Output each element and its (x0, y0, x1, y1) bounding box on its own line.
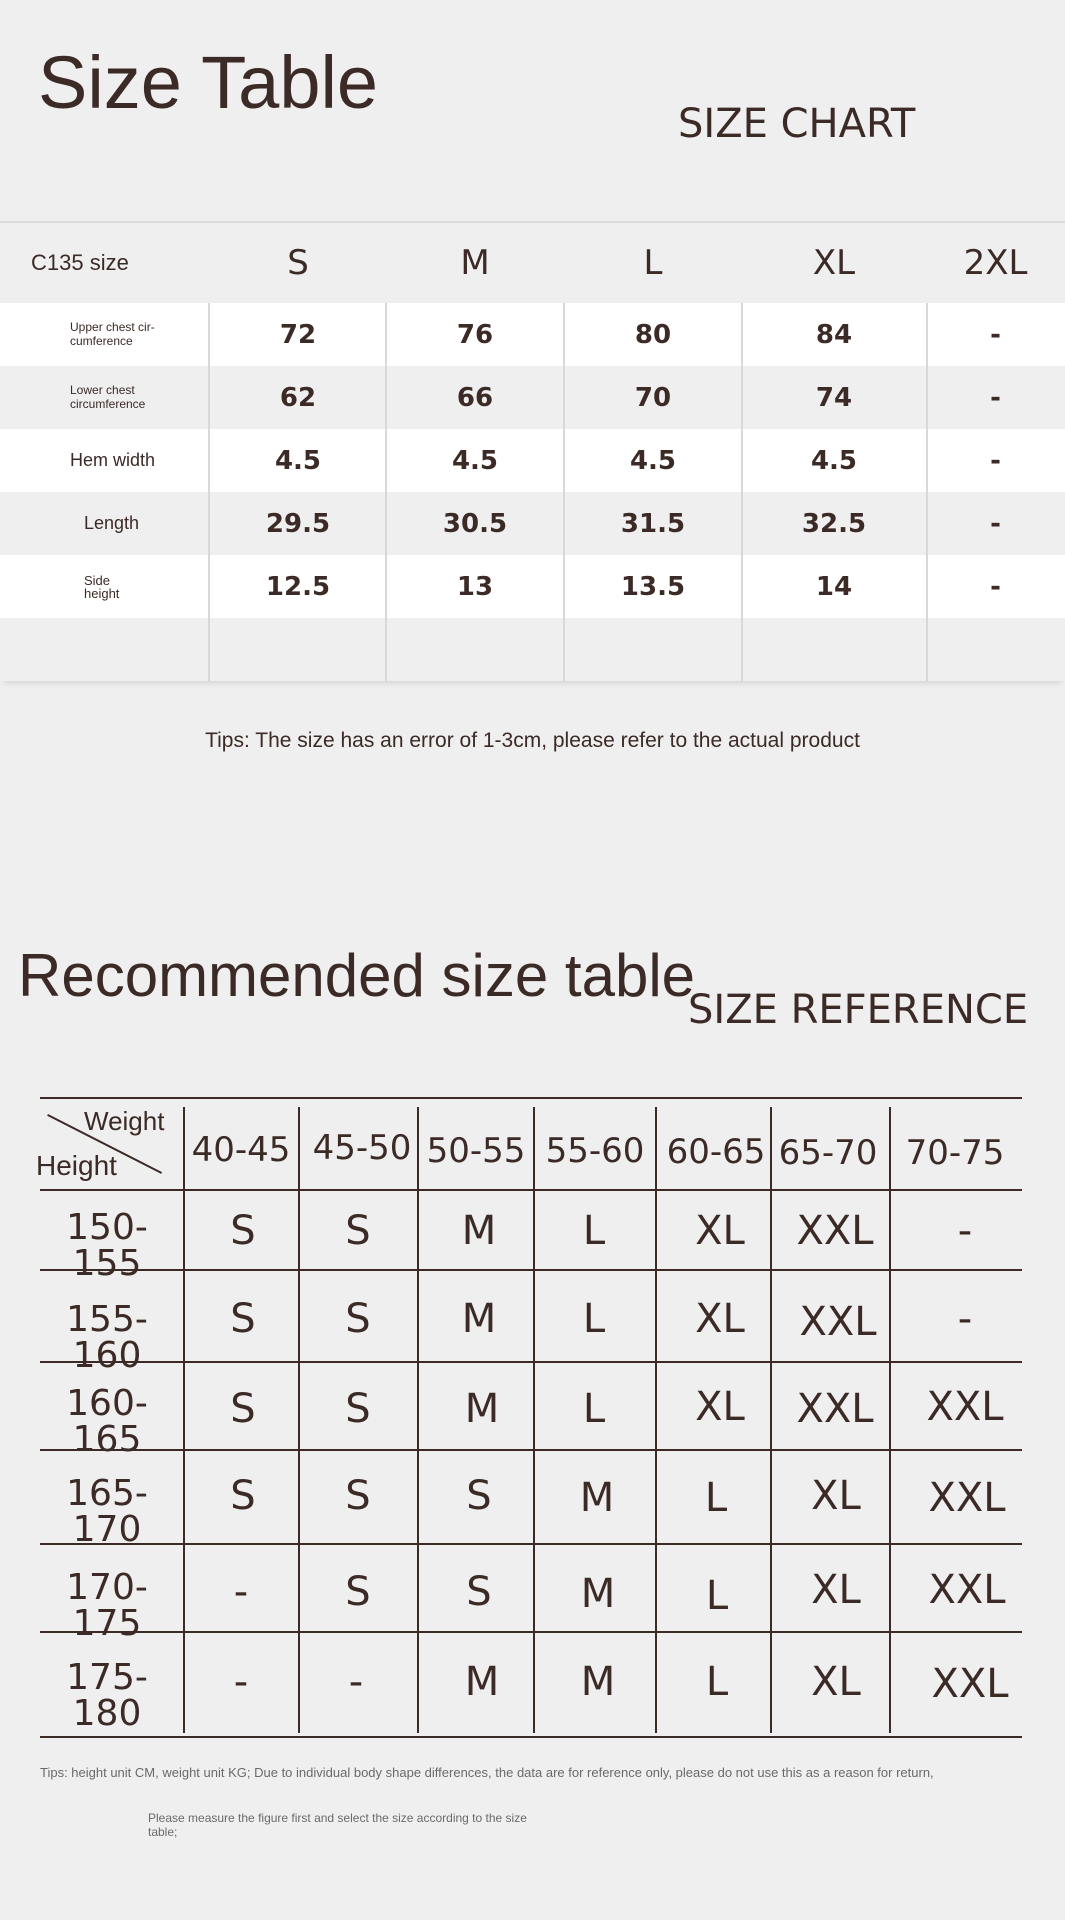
size-chart-corner-label: C135 size (31, 250, 129, 275)
size-cell: XXL (931, 1661, 1009, 1707)
size-cell: M (580, 1571, 616, 1617)
measurement-value: 74 (815, 382, 853, 413)
size-cell: - (957, 1296, 973, 1342)
height-range-label: 160-165 (66, 1383, 148, 1460)
column-divider (208, 303, 210, 681)
size-cell: XXL (926, 1384, 1004, 1430)
weight-header: 70-75 (905, 1133, 1005, 1173)
column-divider (417, 1107, 419, 1733)
size-cell: - (233, 1569, 249, 1615)
measurement-value: 72 (279, 319, 317, 350)
size-cell: S (466, 1569, 492, 1615)
size-cell: XXL (799, 1299, 877, 1345)
size-chart-row (0, 429, 1065, 492)
size-cell: S (230, 1296, 256, 1342)
size-cell: S (466, 1473, 492, 1519)
size-cell: XL (695, 1384, 745, 1430)
size-cell: XXL (928, 1475, 1006, 1521)
size-header: XL (812, 243, 856, 283)
size-cell: L (705, 1659, 729, 1705)
measurement-label: Length (84, 513, 140, 534)
size-cell: XXL (796, 1386, 874, 1432)
size-chart-tips: Tips: The size has an error of 1-3cm, please refer to the actual product (205, 729, 860, 752)
measurement-value: 4.5 (451, 445, 499, 476)
size-cell: XL (695, 1296, 745, 1342)
height-range-label: 155-160 (66, 1299, 148, 1376)
size-cell: L (705, 1573, 729, 1619)
row-divider (40, 1361, 1022, 1363)
row-divider (40, 1631, 1022, 1633)
size-cell: S (230, 1208, 256, 1254)
column-divider (563, 303, 565, 681)
size-cell: S (345, 1569, 371, 1615)
column-divider (183, 1107, 185, 1733)
column-divider (741, 303, 743, 681)
height-range-label: 165-170 (66, 1473, 148, 1550)
measurement-value: 70 (634, 382, 672, 413)
weight-header: 60-65 (666, 1132, 766, 1172)
measurement-value: 84 (815, 319, 853, 350)
size-cell: S (345, 1386, 371, 1432)
size-chart-row (0, 492, 1065, 555)
table-bottom-border (40, 1736, 1022, 1738)
size-cell: XL (811, 1473, 861, 1519)
recommended-size-title: Recommended size table (18, 942, 696, 1009)
size-cell: M (579, 1475, 615, 1521)
weight-header: 45-50 (312, 1128, 412, 1168)
measurement-label: Lower chest circumference (70, 382, 146, 411)
measurement-value: - (990, 571, 1001, 602)
column-divider (926, 303, 928, 681)
size-chart-empty-row (0, 618, 1065, 681)
measurement-value: 4.5 (274, 445, 322, 476)
size-chart-row (0, 555, 1065, 618)
size-table-title: Size Table (38, 41, 379, 124)
measurement-value: - (990, 319, 1001, 350)
size-cell: - (233, 1659, 249, 1705)
size-cell: L (582, 1386, 606, 1432)
size-cell: S (345, 1208, 371, 1254)
height-range-label: 175-180 (66, 1657, 148, 1734)
size-cell: L (582, 1208, 606, 1254)
measurement-value: - (990, 382, 1001, 413)
measurement-value: 29.5 (265, 508, 331, 539)
measurement-value: 66 (456, 382, 494, 413)
weight-corner-label: Weight (84, 1106, 165, 1136)
weight-header: 40-45 (191, 1130, 291, 1170)
measurement-value: 30.5 (442, 508, 508, 539)
row-divider (40, 1449, 1022, 1451)
measurement-label: Side height (84, 572, 120, 601)
size-chart-subtitle: SIZE CHART (678, 101, 916, 147)
measurement-value: 76 (456, 319, 494, 350)
column-divider (655, 1107, 657, 1733)
measurement-value: - (990, 445, 1001, 476)
measurement-value: 12.5 (265, 571, 331, 602)
size-cell: XL (695, 1208, 745, 1254)
measurement-value: 32.5 (801, 508, 867, 539)
size-cell: M (461, 1296, 497, 1342)
height-range-label: 170-175 (66, 1567, 148, 1644)
size-chart-row (0, 303, 1065, 366)
size-cell: S (345, 1473, 371, 1519)
size-chart-table (0, 221, 1065, 681)
measurement-value: 14 (815, 571, 853, 602)
size-chart-row (0, 366, 1065, 429)
size-cell: XL (811, 1567, 861, 1613)
size-header: M (460, 243, 490, 283)
measurement-value: 62 (279, 382, 317, 413)
measurement-value: 13.5 (620, 571, 686, 602)
row-divider (40, 1189, 1022, 1191)
size-cell: M (464, 1659, 500, 1705)
size-cell: L (704, 1475, 728, 1521)
size-cell: S (230, 1386, 256, 1432)
size-cell: XL (811, 1659, 861, 1705)
row-divider (40, 1269, 1022, 1271)
measurement-value: 13 (456, 571, 494, 602)
measurement-label: Hem width (70, 450, 156, 471)
row-divider (40, 1543, 1022, 1545)
weight-header: 50-55 (426, 1131, 526, 1171)
size-cell: M (461, 1208, 497, 1254)
height-range-label: 150-155 (66, 1207, 148, 1284)
column-divider (385, 303, 387, 681)
weight-header: 55-60 (545, 1131, 645, 1171)
size-reference-tips-note: Please measure the figure first and select the size according to the size table; (148, 1811, 527, 1840)
size-cell: S (230, 1473, 256, 1519)
size-cell: M (464, 1386, 500, 1432)
measurement-value: - (990, 508, 1001, 539)
weight-header: 65-70 (778, 1133, 878, 1173)
size-reference-tips: Tips: height unit CM, weight unit KG; Due to individual body shape differences, the data are for reference only, please do not use this as a reason for return, (40, 1765, 934, 1780)
size-cell: S (345, 1296, 371, 1342)
measurement-value: 4.5 (629, 445, 677, 476)
size-header: 2XL (963, 243, 1028, 283)
size-cell: - (957, 1208, 973, 1254)
size-header: L (643, 243, 663, 283)
size-cell: L (582, 1296, 606, 1342)
size-cell: - (348, 1659, 364, 1705)
measurement-value: 4.5 (810, 445, 858, 476)
measurement-value: 31.5 (620, 508, 686, 539)
height-corner-label: Height (36, 1150, 117, 1181)
measurement-value: 80 (634, 319, 672, 350)
size-chart-header-row (0, 223, 1065, 303)
size-cell: M (580, 1659, 616, 1705)
size-reference-subtitle: SIZE REFERENCE (688, 987, 1029, 1033)
size-header: S (287, 243, 309, 283)
column-divider (298, 1107, 300, 1733)
size-cell: XXL (928, 1567, 1006, 1613)
table-top-border (40, 1097, 1022, 1099)
measurement-label: Upper chest cir-cumference (70, 319, 155, 348)
size-cell: XXL (796, 1208, 874, 1254)
